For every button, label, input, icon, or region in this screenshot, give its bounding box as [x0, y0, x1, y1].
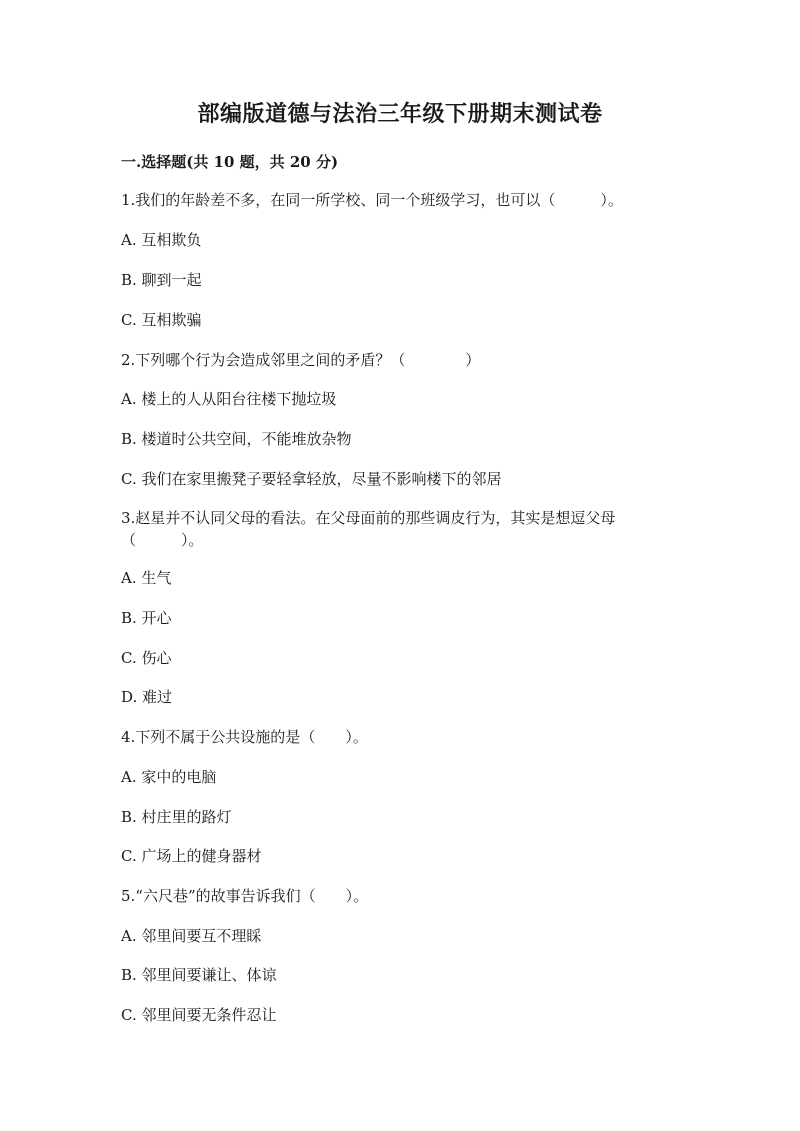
answer-option: A. 家中的电脑: [121, 768, 217, 786]
answer-option: A. 楼上的人从阳台往楼下抛垃圾: [121, 390, 337, 408]
answer-option: C. 互相欺骗: [121, 311, 202, 329]
section-heading: 一.选择题(共 10 题，共 20 分): [121, 153, 339, 171]
answer-option: B. 村庄里的路灯: [121, 808, 232, 826]
answer-option: A. 生气: [121, 569, 172, 587]
answer-option: A. 邻里间要互不理睬: [121, 927, 262, 945]
answer-option: C. 我们在家里搬凳子要轻拿轻放，尽量不影响楼下的邻居: [121, 470, 502, 488]
answer-option: B. 楼道时公共空间，不能堆放杂物: [121, 430, 352, 448]
question-stem: 2.下列哪个行为会造成邻里之间的矛盾？（ ）: [121, 351, 481, 369]
answer-option: B. 聊到一起: [121, 271, 202, 289]
question-stem: 5.“六尺巷”的故事告诉我们（ ）。: [121, 887, 369, 905]
answer-option: D. 难过: [121, 688, 173, 706]
question-stem-continuation: （ ）。: [121, 531, 204, 549]
question-stem: 4.下列不属于公共设施的是（ ）。: [121, 728, 368, 746]
question-stem: 3.赵星并不认同父母的看法。在父母面前的那些调皮行为，其实是想逗父母: [121, 509, 616, 527]
answer-option: C. 广场上的健身器材: [121, 847, 262, 865]
answer-option: C. 邻里间要无条件忍让: [121, 1006, 277, 1024]
answer-option: B. 开心: [121, 609, 172, 627]
page-title: 部编版道德与法治三年级下册期末测试卷: [197, 101, 603, 127]
question-stem: 1.我们的年龄差不多，在同一所学校、同一个班级学习，也可以（ ）。: [121, 191, 623, 209]
answer-option: A. 互相欺负: [121, 231, 202, 249]
answer-option: B. 邻里间要谦让、体谅: [121, 966, 277, 984]
answer-option: C. 伤心: [121, 649, 172, 667]
